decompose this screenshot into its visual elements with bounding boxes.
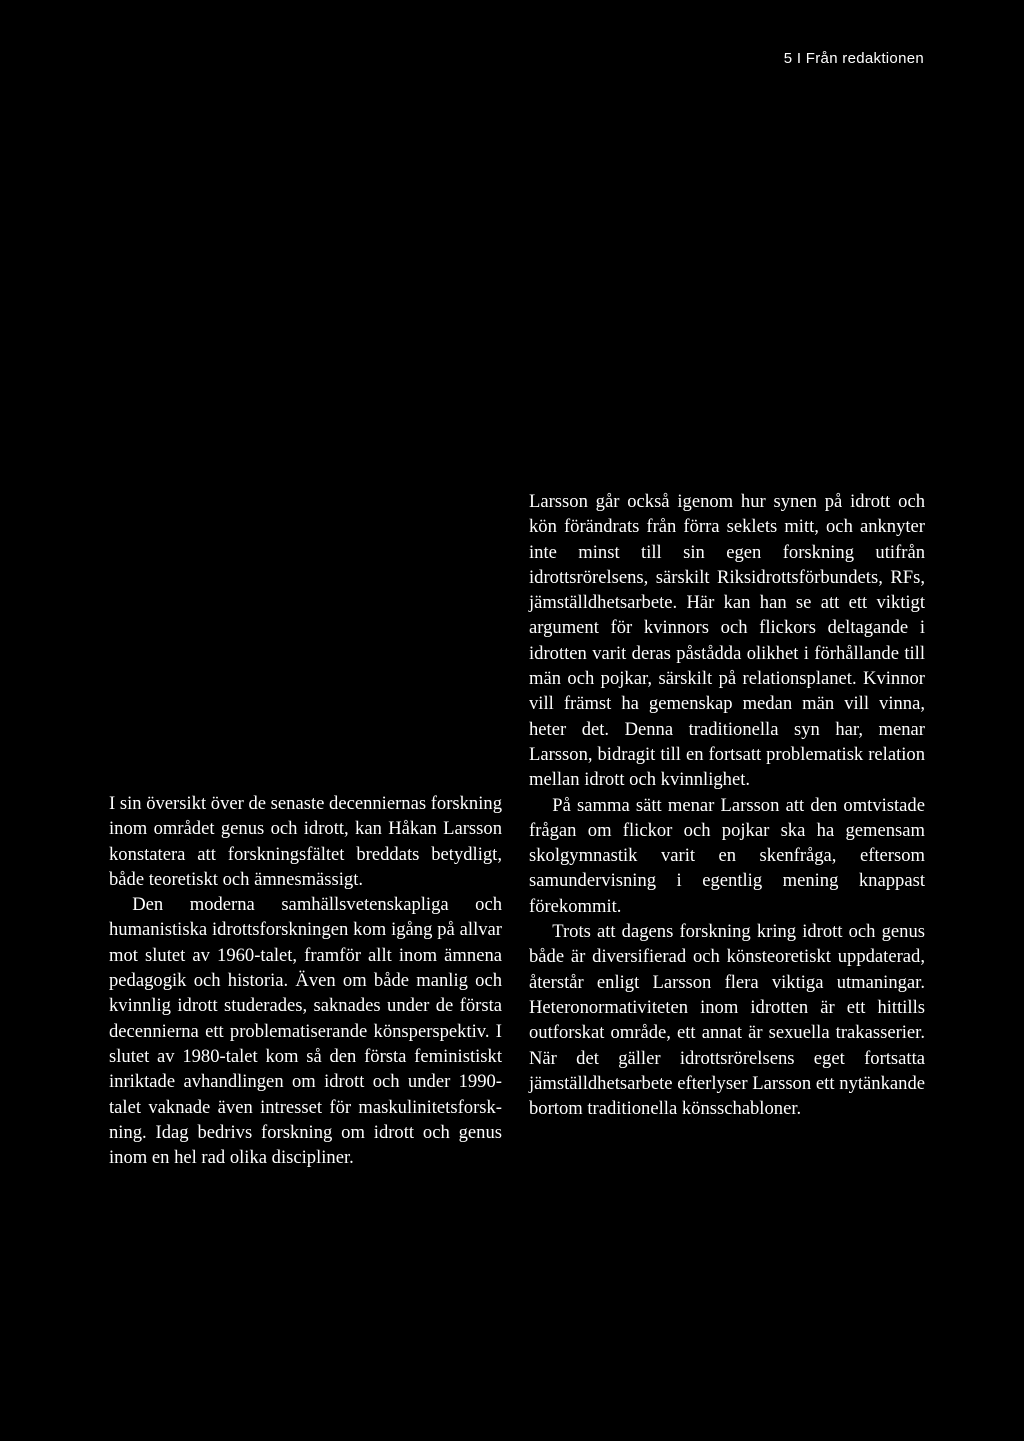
right-column	[529, 489, 925, 1121]
header-separator: I	[796, 50, 802, 67]
page-number: 5	[783, 50, 793, 67]
left-column	[109, 791, 502, 1170]
section-title: Från redaktionen	[805, 50, 924, 67]
body-paragraph: Trots att dagens forskning kring idrott och genus både är diversifierad och könsteoretiskt uppdaterad, återstår enligt Larsson flera viktiga utmaningar. Heteronormativiteten inom idrotten är ett hittills outforskat område, ett annat är sexuella trakasserier. När det gäller idrottsrörelsens eget fortsatta jämställdhetsarbete efterlyser Larsson ett nytänkande bortom traditionella könsschabloner.	[529, 921, 925, 1120]
body-paragraph: I sin översikt över de senaste decenniernas forskning inom området genus och idrott, kan Håkan Larsson konstatera att forskningsfältet breddats betydligt, både teoretiskt och ämnesmässigt.	[109, 793, 502, 890]
body-paragraph: Larsson går också igenom hur synen på idrott och kön förändrats från förra seklets mitt, och anknyter inte minst till sin egen forskning utifrån idrottsrörelsens, särskilt Riksidrottsförbundets, RFs, jämställdhetsarbete. Här kan han se att ett viktigt argument för kvinnors och flickors deltagande i idrotten varit deras påstådda olikhet i förhållande till män och pojkar, särskilt på relationsplanet. Kvinnor vill främst ha gemenskap medan män vill vinna, heter det. Denna traditionella syn har, menar Larsson, bidragit till en fortsatt problematisk relation mellan idrott och kvinnlighet.	[529, 491, 925, 791]
body-paragraph: På samma sätt menar Larsson att den omtvistade frågan om flickor och pojkar ska ha gemensam skolgymnastik varit en skenfråga, eftersom samundervisning i egentlig mening knappast förekommit.	[529, 794, 925, 917]
body-paragraph: Den moderna samhällsvetenskapliga och humanistiska idrottsforskningen kom igång på allvar mot slutet av 1960-talet, framför allt inom ämnena pedagogik och historia. Även om både manlig och kvinnlig idrott studerades, saknades under de första decennierna ett problematiserande könsperspektiv. I slutet av 1980-talet kom så den första feministiskt inriktade avhandlingen om idrott och under 1990-talet vaknade även intresset för maskulinitetsforskning. Idag bedrivs forskning om idrott och genus inom en hel rad olika discipliner.	[109, 894, 502, 1169]
running-header	[784, 50, 924, 67]
